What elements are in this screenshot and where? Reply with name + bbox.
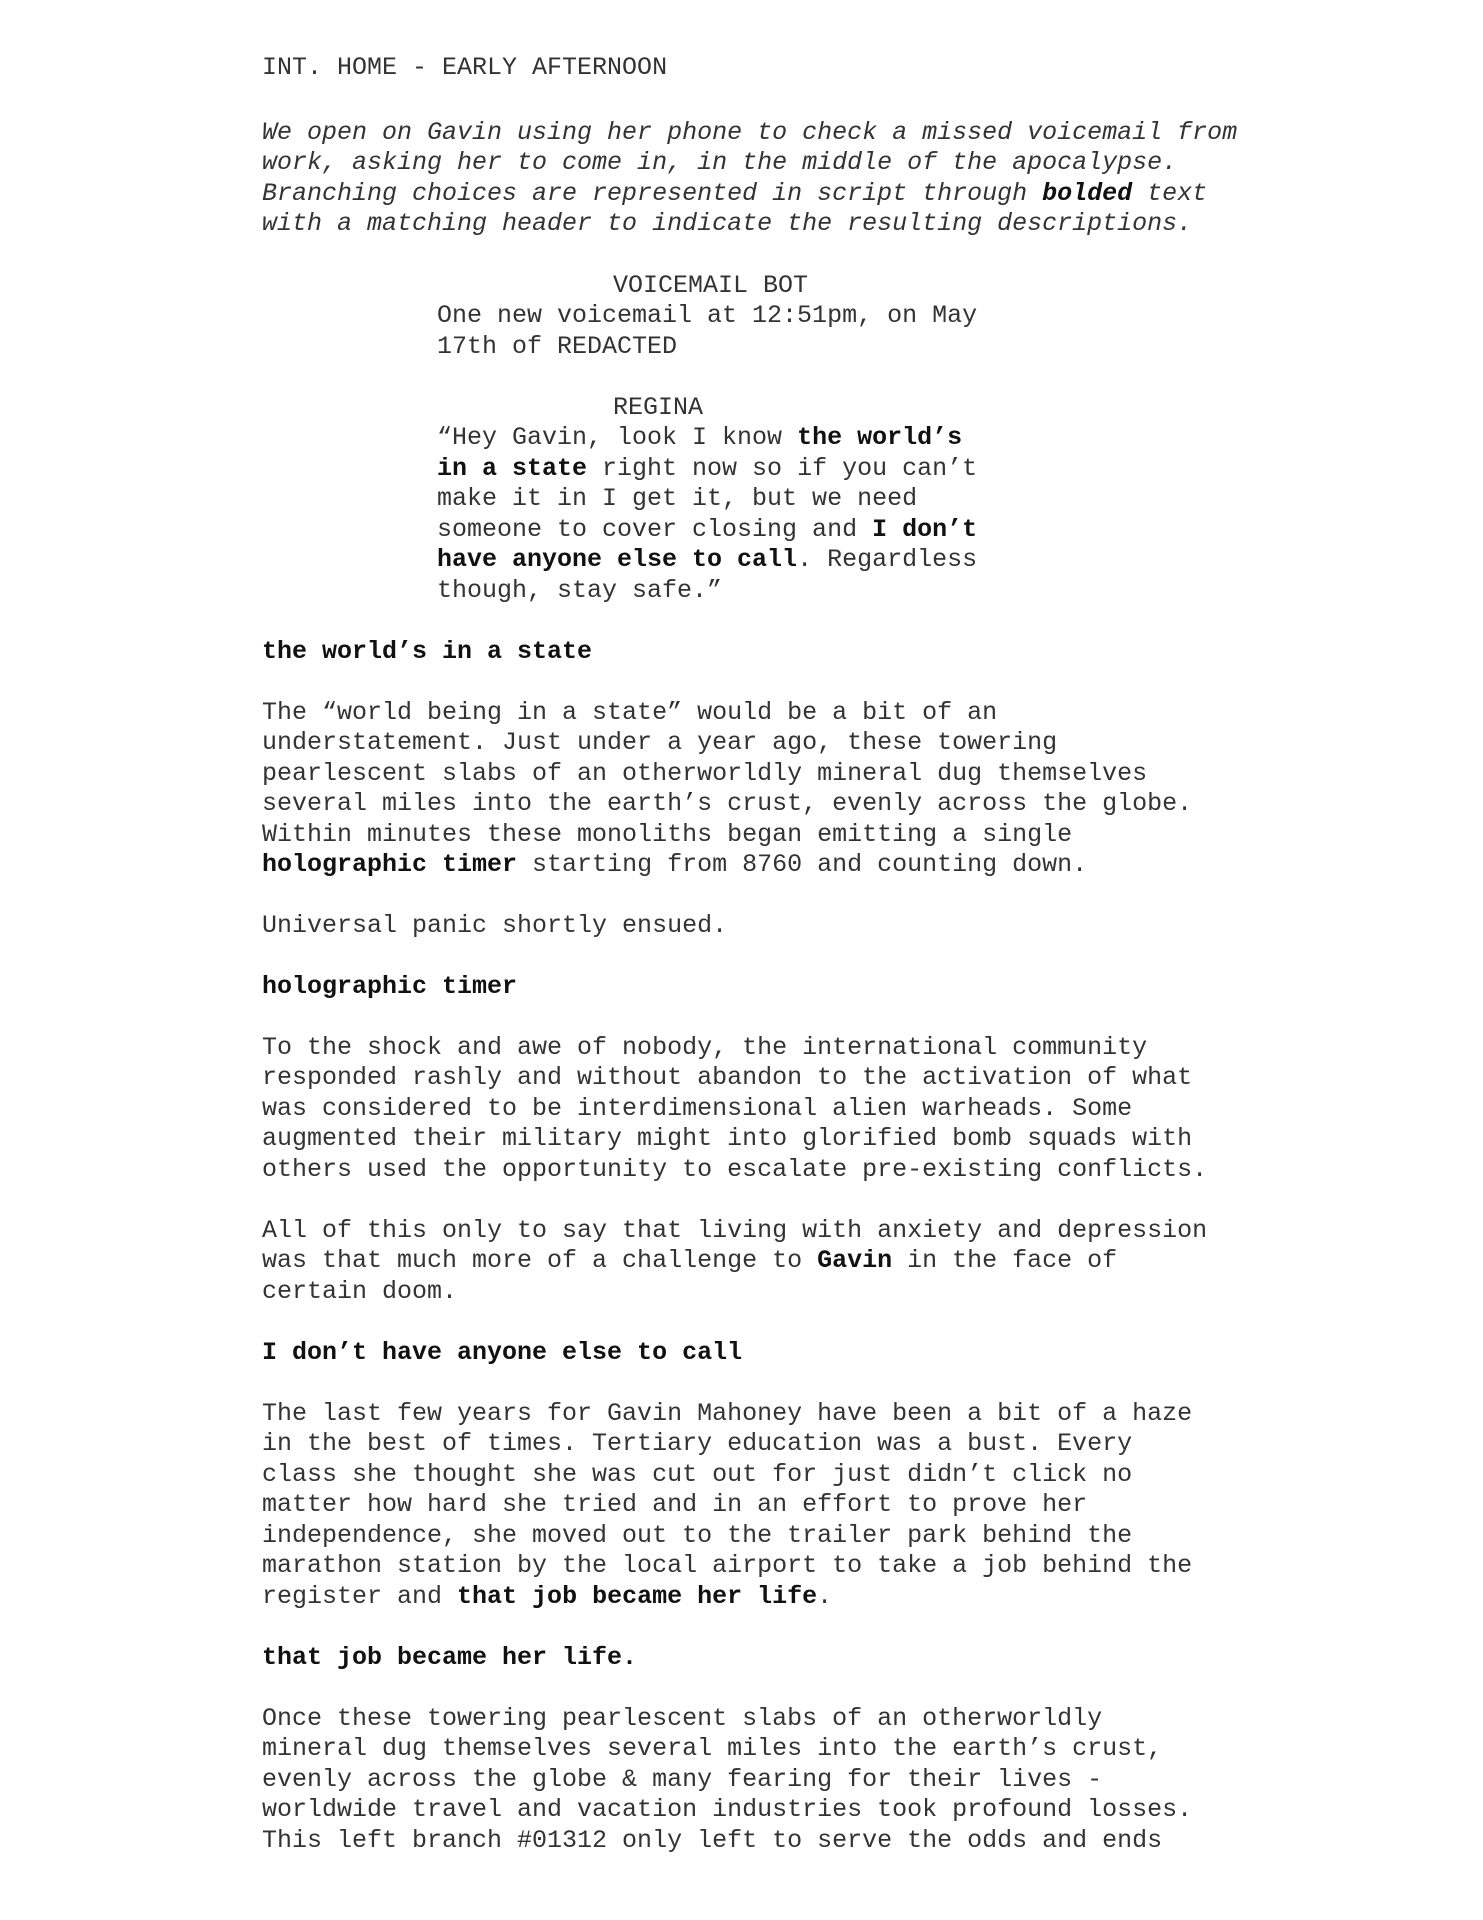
body-line: pearlescent slabs of an otherworldly mineral dug themselves [262,759,1148,788]
body-line: The last few years for Gavin Mahoney have been a bit of a haze [262,1399,1193,1428]
body-line [262,1246,1117,1277]
body-line [262,850,1087,881]
body-text: starting from 8760 and counting down. [517,850,1088,879]
dialogue-line [437,545,977,576]
body-line: others used the opportunity to escalate pre-existing conflicts. [262,1155,1208,1184]
body-line: Once these towering pearlescent slabs of an otherworldly [262,1704,1103,1733]
scene-heading: INT. HOME - EARLY AFTERNOON [262,53,668,82]
body-line: All of this only to say that living with anxiety and depression [262,1216,1208,1245]
body-line: class she thought she was cut out for just didn’t click no [262,1460,1133,1489]
body-line: certain doom. [262,1277,458,1306]
dialogue-text: “Hey Gavin, look I know [437,423,798,452]
body-line: This left branch #01312 only left to serve the odds and ends [262,1826,1163,1855]
branch-choice-job-became-life[interactable]: that job became her life [457,1582,818,1611]
branch-header-text: holographic timer [262,972,518,1001]
dialogue-line: One new voicemail at 12:51pm, on May [437,301,978,330]
branch-choice-worlds-in-a-state[interactable]: the world’s [797,423,963,452]
intro-text: text [1132,179,1208,208]
body-line [262,1582,832,1613]
dialogue-text: someone to cover closing and [437,515,873,544]
body-line: responded rashly and without abandon to the activation of what [262,1063,1193,1092]
body-line: evenly across the globe & many fearing for their lives - [262,1765,1103,1794]
branch-choice-holographic-timer[interactable]: holographic timer [262,850,518,879]
dialogue-line [437,515,977,546]
body-line: Within minutes these monoliths began emitting a single [262,820,1073,849]
intro-line: We open on Gavin using her phone to check a missed voicemail from [262,118,1238,147]
character-name-regina: REGINA [613,393,704,422]
body-line: matter how hard she tried and in an effort to prove her [262,1490,1088,1519]
body-line: Universal panic shortly ensued. [262,911,728,940]
body-line: The “world being in a state” would be a bit of an [262,698,998,727]
body-text: register and [262,1582,458,1611]
branch-header [262,1338,742,1369]
dialogue-line: 17th of REDACTED [437,332,678,361]
branch-header [262,972,517,1003]
character-name-voicemail-bot: VOICEMAIL BOT [613,271,809,300]
branch-header [262,637,592,668]
body-line: in the best of times. Tertiary education was a bust. Every [262,1429,1133,1458]
branch-choice-gavin[interactable]: Gavin [817,1246,893,1275]
dialogue-text: right now so if you can’t [587,454,978,483]
body-text: was that much more of a challenge to [262,1246,818,1275]
body-text: . [817,1582,833,1611]
dialogue-line: though, stay safe.” [437,576,723,605]
body-line: was considered to be interdimensional alien warheads. Some [262,1094,1133,1123]
intro-line: work, asking her to come in, in the middle of the apocalypse. [262,148,1178,177]
dialogue-line [437,423,962,454]
intro-line: with a matching header to indicate the resulting descriptions. [262,209,1193,238]
dialogue-line: make it in I get it, but we need [437,484,918,513]
body-text: in the face of [892,1246,1118,1275]
intro-text: Branching choices are represented in script through [262,179,1043,208]
body-line: understatement. Just under a year ago, these towering [262,728,1058,757]
body-line: independence, she moved out to the trailer park behind the [262,1521,1133,1550]
branch-choice-no-one-else[interactable]: have anyone else to call [437,545,798,574]
body-line: worldwide travel and vacation industries took profound losses. [262,1795,1193,1824]
branch-header [262,1643,637,1674]
body-line: To the shock and awe of nobody, the international community [262,1033,1148,1062]
bolded-term: bolded [1042,179,1133,208]
body-line: augmented their military might into glorified bomb squads with [262,1124,1193,1153]
branch-header-text: that job became her life. [262,1643,638,1672]
branch-header-text: I don’t have anyone else to call [262,1338,743,1367]
dialogue-text: . Regardless [797,545,978,574]
branch-choice-no-one-else[interactable]: I don’t [872,515,978,544]
body-line: several miles into the earth’s crust, evenly across the globe. [262,789,1193,818]
branch-header-text: the world’s in a state [262,637,593,666]
branch-choice-worlds-in-a-state[interactable]: in a state [437,454,588,483]
body-line: marathon station by the local airport to take a job behind the [262,1551,1193,1580]
dialogue-line [437,454,977,485]
body-line: mineral dug themselves several miles into the earth’s crust, [262,1734,1163,1763]
intro-line [262,179,1207,210]
